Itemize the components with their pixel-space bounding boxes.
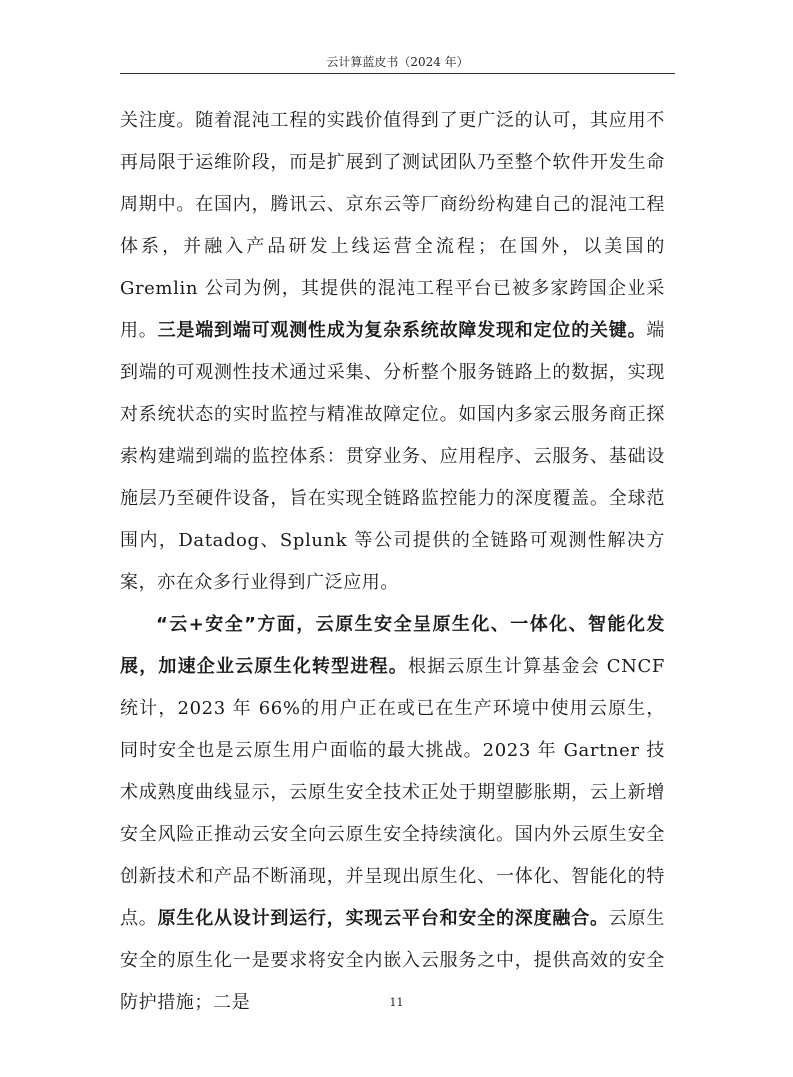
running-header: 云计算蓝皮书（2024 年） <box>326 55 469 69</box>
body-text <box>120 100 665 1024</box>
paragraph-text: 云原生安全的原生化一是要求将安全内嵌入云服务之中，提供高效的安全防护措施；二是 <box>120 908 665 1013</box>
paragraph-2 <box>120 604 665 1024</box>
paragraph-1 <box>120 100 665 604</box>
header-rule <box>120 73 675 74</box>
paragraph-text: 关注度。随着混沌工程的实践价值得到了更广泛的认可，其应用不再局限于运维阶段，而是扩展到了测试团队乃至整个软件开发生命周期中。在国内，腾讯云、京东云等厂商纷纷构建自己的混沌工程体系，并融入产品研发上线运营全流程；在国外，以美国的 Gremlin 公司为例，其提供的混沌工程平台已被多家跨国企业采用。 <box>120 110 665 341</box>
page-number: 11 <box>389 996 404 1009</box>
paragraph-text: 根据云原生计算基金会 CNCF 统计，2023 年 66%的用户正在或已在生产环境中使用云原生，同时安全也是云原生用户面临的最大挑战。2023 年 Gartner 技术成熟度曲线显示，云原生安全技术正处于期望膨胀期，云上新增安全风险正推动云安全向云原生安全持续演化。国内外云原生安全创新技术和产品不断涌现，并呈现出原生化、一体化、智能化的特点。 <box>120 656 665 929</box>
paragraph-text: 端到端的可观测性技术通过采集、分析整个服务链路上的数据，实现对系统状态的实时监控与精准故障定位。如国内多家云服务商正探索构建端到端的监控体系：贯穿业务、应用程序、云服务、基础设施层乃至硬件设备，旨在实现全链路监控能力的深度覆盖。全球范围内，Datadog、Splunk 等公司提供的全链路可观测性解决方案，亦在众多行业得到广泛应用。 <box>120 320 665 593</box>
bold-key-point: 原生化从设计到运行，实现云平台和安全的深度融合。 <box>157 908 609 929</box>
bold-key-point: 三是端到端可观测性成为复杂系统故障发现和定位的关键。 <box>157 320 647 341</box>
bold-key-point: “云+安全”方面，云原生安全呈原生化、一体化、智能化发展，加速企业云原生化转型进程。 <box>120 614 665 677</box>
